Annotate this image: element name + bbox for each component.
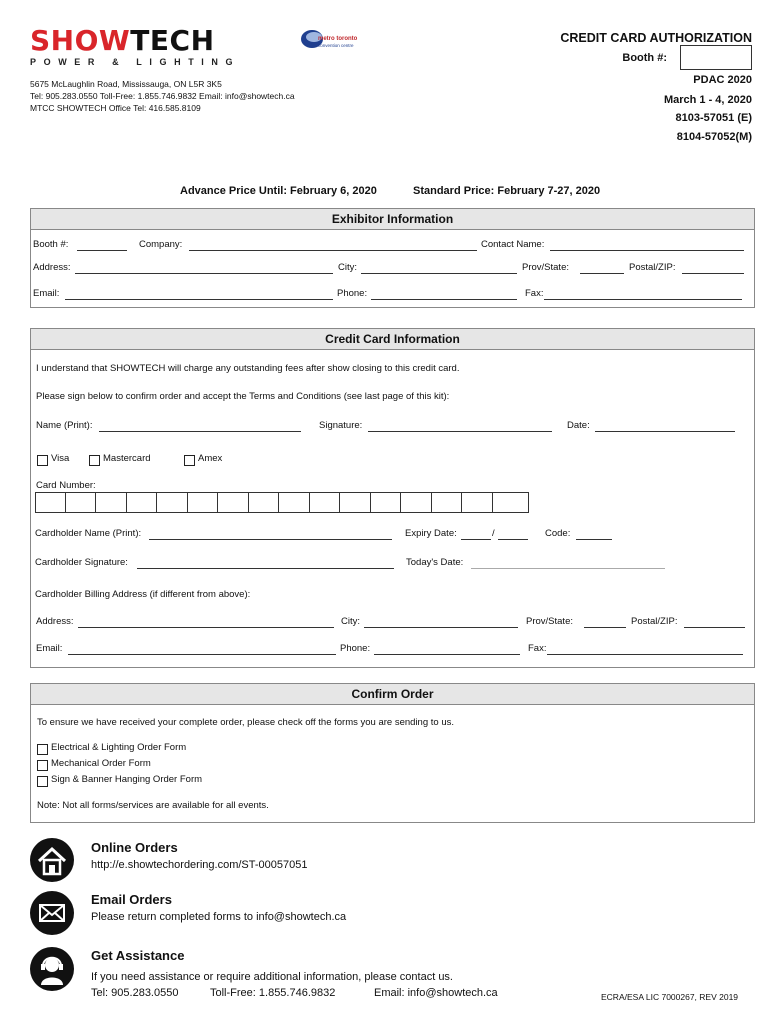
- booth-input-box[interactable]: [680, 45, 752, 70]
- electrical-form-checkbox[interactable]: [37, 744, 48, 755]
- card-digit-cell[interactable]: [310, 493, 340, 512]
- advance-price-date: Advance Price Until: February 6, 2020: [180, 185, 377, 197]
- assist-email[interactable]: Email: info@showtech.ca: [374, 987, 498, 999]
- cardholder-signature-field[interactable]: [137, 568, 394, 569]
- exhibitor-postal-label: Postal/ZIP:: [629, 262, 676, 273]
- confirm-order-intro: To ensure we have received your complete order, please check off the forms you are sending to us.: [37, 717, 455, 728]
- amex-label: Amex: [198, 453, 223, 464]
- card-digit-cell[interactable]: [341, 493, 371, 512]
- charge-notice: I understand that SHOWTECH will charge any outstanding fees after show closing to this credit card.: [36, 363, 460, 374]
- assist-phone[interactable]: Tel: 905.283.0550: [91, 987, 179, 999]
- exhibitor-address-field[interactable]: [75, 273, 333, 274]
- form-title: CREDIT CARD AUTHORIZATION: [560, 31, 752, 45]
- exhibitor-company-label: Company:: [139, 239, 183, 250]
- terms-notice: Please sign below to confirm order and accept the Terms and Conditions (see last page of this kit):: [36, 391, 450, 402]
- card-digit-cell[interactable]: [158, 493, 188, 512]
- exhibitor-email-label: Email:: [33, 288, 60, 299]
- email-orders-title: Email Orders: [91, 892, 172, 907]
- mastercard-label: Mastercard: [103, 453, 151, 464]
- exhibitor-prov-label: Prov/State:: [522, 262, 569, 273]
- exhibitor-fax-field[interactable]: [544, 299, 742, 300]
- expiry-separator: /: [492, 528, 495, 539]
- card-digit-cell[interactable]: [127, 493, 157, 512]
- billing-address-label: Address:: [36, 616, 74, 627]
- card-digit-cell[interactable]: [249, 493, 279, 512]
- electrical-form-label: Electrical & Lighting Order Form: [51, 742, 187, 753]
- card-number-grid[interactable]: [35, 492, 529, 513]
- cardholder-name-label: Cardholder Name (Print):: [35, 528, 142, 539]
- billing-postal-label: Postal/ZIP:: [631, 616, 678, 627]
- event-dates: March 1 - 4, 2020: [663, 94, 752, 106]
- visa-label: Visa: [51, 453, 70, 464]
- todays-date-label: Today's Date:: [406, 557, 464, 568]
- exhibitor-email-field[interactable]: [65, 299, 333, 300]
- sign-banner-form-label: Sign & Banner Hanging Order Form: [51, 774, 203, 785]
- exhibitor-phone-field[interactable]: [371, 299, 517, 300]
- license-footer: ECRA/ESA LIC 7000267, REV 2019: [601, 992, 739, 1002]
- todays-date-field[interactable]: [471, 568, 665, 569]
- showtech-logo: [30, 24, 240, 67]
- assist-tollfree[interactable]: Toll-Free: 1.855.746.9832: [210, 987, 336, 999]
- exhibitor-company-field[interactable]: [189, 250, 477, 251]
- logo-tagline: POWER & LIGHTING: [30, 57, 241, 67]
- forms-availability-note: Note: Not all forms/services are available for all events.: [37, 800, 269, 811]
- expiry-label: Expiry Date:: [405, 528, 457, 539]
- exhibitor-phone-label: Phone:: [337, 288, 368, 299]
- billing-prov-field[interactable]: [584, 627, 626, 628]
- mechanical-form-label: Mechanical Order Form: [51, 758, 151, 769]
- get-assistance-text: If you need assistance or require additional information, please contact us.: [91, 971, 453, 983]
- exhibitor-contact-label: Contact Name:: [481, 239, 545, 250]
- billing-fax-label: Fax:: [528, 643, 547, 654]
- card-digit-cell[interactable]: [432, 493, 462, 512]
- company-contact: Tel: 905.283.0550 Toll-Free: 1.855.746.9832 Email: info@showtech.ca: [30, 91, 295, 101]
- exhibitor-city-label: City:: [338, 262, 357, 273]
- home-icon: [30, 838, 74, 882]
- billing-city-label: City:: [341, 616, 360, 627]
- billing-postal-field[interactable]: [684, 627, 745, 628]
- date-field[interactable]: [595, 431, 735, 432]
- exhibitor-postal-field[interactable]: [682, 273, 744, 274]
- confirm-order-title: Confirm Order: [31, 684, 754, 705]
- card-digit-cell[interactable]: [463, 493, 493, 512]
- card-digit-cell[interactable]: [280, 493, 310, 512]
- mtcc-logo-text-bottom: convention centre: [318, 43, 354, 48]
- exhibitor-city-field[interactable]: [361, 273, 517, 274]
- cardholder-signature-label: Cardholder Signature:: [35, 557, 128, 568]
- billing-prov-label: Prov/State:: [526, 616, 573, 627]
- mechanical-form-checkbox[interactable]: [37, 760, 48, 771]
- standard-price-date: Standard Price: February 7-27, 2020: [413, 185, 601, 197]
- card-digit-cell[interactable]: [219, 493, 249, 512]
- expiry-year-field[interactable]: [498, 539, 528, 540]
- billing-city-field[interactable]: [364, 627, 518, 628]
- card-number-label: Card Number:: [36, 480, 96, 491]
- headset-user-icon: [30, 947, 74, 991]
- exhibitor-contact-field[interactable]: [550, 250, 744, 251]
- exhibitor-section-title: Exhibitor Information: [31, 209, 754, 230]
- confirm-order-section: [30, 683, 755, 823]
- billing-email-label: Email:: [36, 643, 63, 654]
- event-code-e: 8103-57051 (E): [675, 112, 752, 124]
- billing-address-field[interactable]: [78, 627, 334, 628]
- mastercard-checkbox[interactable]: [89, 455, 100, 466]
- card-digit-cell[interactable]: [66, 493, 96, 512]
- exhibitor-address-label: Address:: [33, 262, 71, 273]
- billing-fax-field[interactable]: [547, 654, 743, 655]
- card-digit-cell[interactable]: [371, 493, 401, 512]
- online-orders-link[interactable]: http://e.showtechordering.com/ST-00057051: [91, 859, 308, 871]
- signature-label: Signature:: [319, 420, 363, 431]
- card-digit-cell[interactable]: [188, 493, 218, 512]
- exhibitor-booth-label: Booth #:: [33, 239, 69, 250]
- email-orders-text: Please return completed forms to info@showtech.ca: [91, 911, 347, 923]
- get-assistance-title: Get Assistance: [91, 948, 185, 963]
- mtcc-logo-text-top: metro toronto: [318, 36, 358, 42]
- code-label: Code:: [545, 528, 571, 539]
- mtcc-logo: [300, 27, 370, 51]
- date-label: Date:: [567, 420, 590, 431]
- name-print-label: Name (Print):: [36, 420, 93, 431]
- event-name: PDAC 2020: [693, 74, 752, 86]
- card-digit-cell[interactable]: [36, 493, 66, 512]
- signature-field[interactable]: [368, 431, 552, 432]
- online-orders-title: Online Orders: [91, 840, 178, 855]
- visa-checkbox[interactable]: [37, 455, 48, 466]
- mtcc-office-phone: MTCC SHOWTECH Office Tel: 416.585.8109: [30, 103, 201, 113]
- exhibitor-fax-label: Fax:: [525, 288, 544, 299]
- card-digit-cell[interactable]: [97, 493, 127, 512]
- code-field[interactable]: [576, 539, 612, 540]
- event-code-m: 8104-57052(M): [676, 131, 752, 143]
- card-digit-cell[interactable]: [402, 493, 432, 512]
- name-print-field[interactable]: [99, 431, 301, 432]
- sign-banner-form-checkbox[interactable]: [37, 776, 48, 787]
- exhibitor-section: [30, 208, 755, 308]
- billing-phone-label: Phone:: [340, 643, 371, 654]
- credit-card-section: [30, 328, 755, 668]
- billing-phone-field[interactable]: [374, 654, 520, 655]
- billing-address-title: Cardholder Billing Address (if different from above):: [35, 589, 251, 600]
- amex-checkbox[interactable]: [184, 455, 195, 466]
- expiry-month-field[interactable]: [461, 539, 491, 540]
- exhibitor-booth-field[interactable]: [77, 250, 127, 251]
- logo-wordmark: SHOWTECH: [30, 24, 215, 57]
- envelope-icon: [30, 891, 74, 935]
- booth-label: Booth #:: [622, 52, 667, 64]
- exhibitor-prov-field[interactable]: [580, 273, 624, 274]
- billing-email-field[interactable]: [68, 654, 336, 655]
- company-address: 5675 McLaughlin Road, Mississauga, ON L5R 3K5: [30, 79, 222, 89]
- cardholder-name-field[interactable]: [149, 539, 392, 540]
- credit-card-section-title: Credit Card Information: [31, 329, 754, 350]
